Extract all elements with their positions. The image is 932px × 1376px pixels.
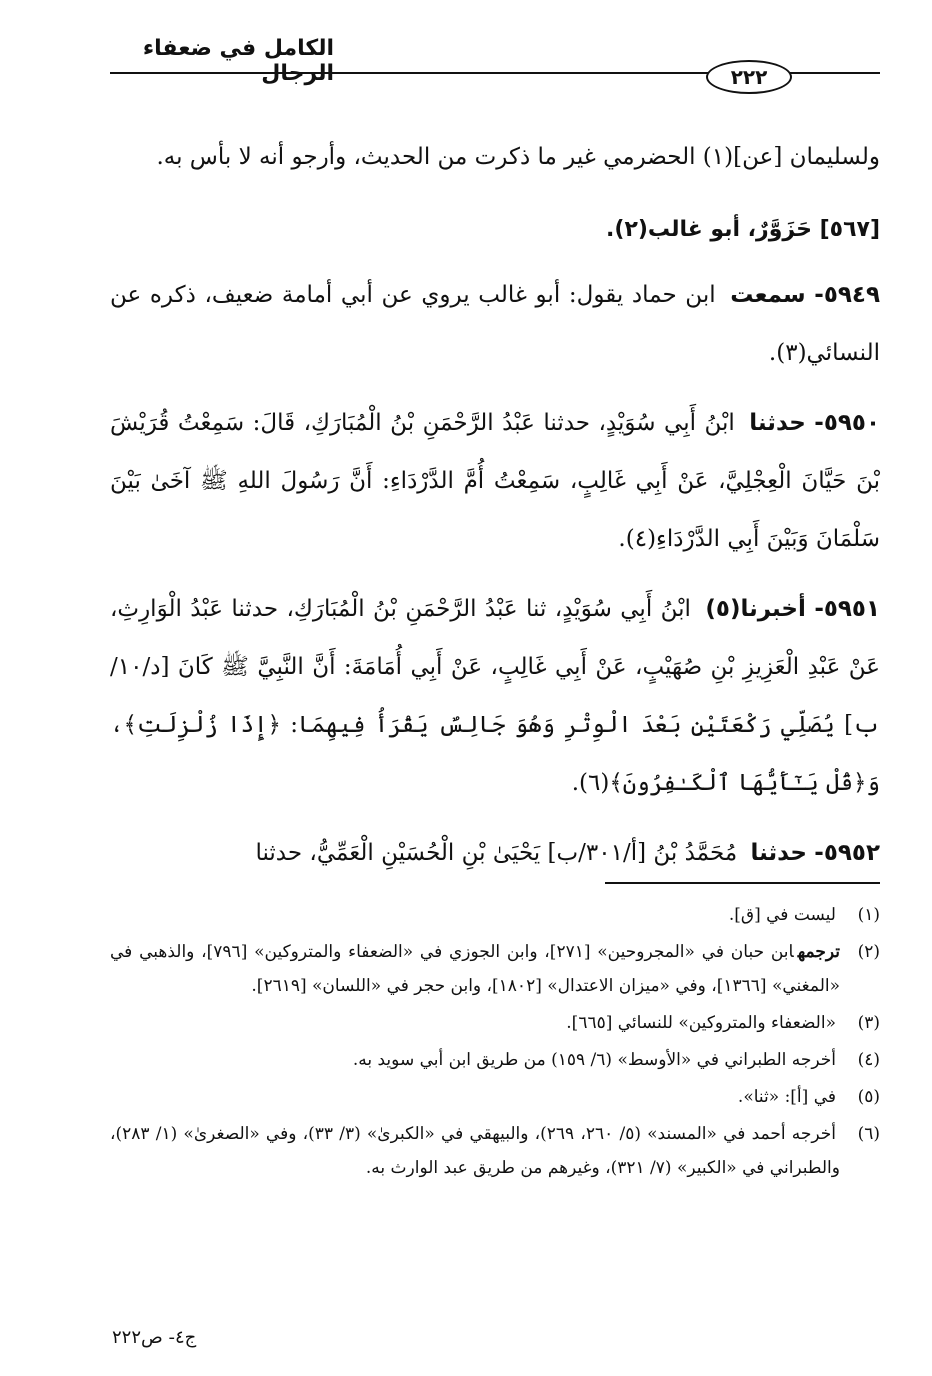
hadith-text: ابن حماد يقول: أبو غالب يروي عن أبي أمامة ضعيف، ذكره عن النسائي(٣). (110, 282, 880, 366)
footnote-text (110, 935, 840, 1003)
footnote-rule (605, 882, 880, 884)
footnote (110, 1080, 880, 1114)
footnote-body: أخرجه أحمد في «المسند» (٥/ ٢٦٠، ٢٦٩)، والبيهقي في «الكبرىٰ» (٣/ ٣٣)، وفي «الصغرىٰ» (١/ ٢٨٣)، والطبراني في «الكبير» (٧/ ٣٢١)، وغيرهم من طريق عبد الوارث به. (110, 1124, 840, 1178)
footnote-number: (٤) (857, 1050, 880, 1070)
footnote-number: (٣) (857, 1013, 880, 1033)
transmission-keyword: أخبرنا(٥) (705, 596, 806, 622)
hadith-number: ٥٩٥٠- (814, 410, 880, 436)
hadith-5949 (110, 266, 880, 382)
hadith-number: ٥٩٥١- (814, 596, 881, 622)
running-title: الكامل في ضعفاء الرجال (142, 36, 334, 86)
hadith-text: ابْنُ أَبِي سُوَيْدٍ، ثنا عَبْدُ الرَّحْمَنِ بْنُ الْمُبَارَكِ، حدثنا عَبْدُ الْوَارِثِ، عَنْ عَبْدِ الْعَزِيزِ بْنِ صُهَيْبٍ، عَنْ أَبِي غَالِبٍ، عَنْ أَبِي أُمَامَةَ: أَنَّ النَّبِيَّ ﷺ كَانَ [د/١٠/ب] يُصَلِّي رَكْعَتَيْنِ بَعْدَ الْوِتْرِ وَهُوَ جَالِسٌ يَقْرَأُ فِيهِمَا: ﴿إِذَا زُلْزِلَتِ﴾، وَ﴿قُلْ يَـٰٓأَيُّهَا ٱلْكَـٰفِرُونَ﴾(٦). (110, 596, 880, 796)
footnote (110, 1117, 880, 1185)
footnote-bold: ترجمه (797, 942, 841, 962)
hadith-5952 (110, 824, 880, 882)
entry-heading: [٥٦٧] حَزَوَّرٌ، أبو غالب(٢). (606, 217, 880, 242)
footnote-body: في [أ]: «ثنا». (737, 1087, 836, 1107)
hadith-5951 (110, 580, 880, 812)
hadith-text: مُحَمَّدُ بْنُ [أ/٣٠١/ب] يَحْيَىٰ بْنِ الْحُسَيْنِ الْعَمِّيُّ، حدثنا (255, 840, 738, 866)
footnote-body: «الضعفاء والمتروكين» للنسائي [٦٦٥]. (566, 1013, 836, 1033)
transmission-keyword: سمعت (730, 282, 806, 308)
transmission-keyword: حدثنا (750, 840, 807, 866)
hadith-text: ابْنُ أَبِي سُوَيْدٍ، حدثنا عَبْدُ الرَّحْمَنِ بْنُ الْمُبَارَكِ، قَالَ: سَمِعْتُ قُرَيْشَ بْنَ حَيَّانَ الْعِجْلِيَّ، عَنْ أَبِي غَالِبٍ، سَمِعْتُ أُمَّ الدَّرْدَاءِ: أَنَّ رَسُولَ اللهِ ﷺ آخَىٰ بَيْنَ سَلْمَانَ وَبَيْنَ أَبِي الدَّرْدَاءِ(٤). (110, 410, 880, 552)
footnote-number: (٦) (857, 1124, 880, 1144)
main-text (110, 128, 880, 882)
footnote-text (110, 1006, 840, 1040)
footnote-body: ليست في [ق]. (728, 905, 836, 925)
hadith-number: ٥٩٥٢- (814, 840, 880, 866)
footnote (110, 898, 880, 932)
footnote-number: (٥) (857, 1087, 880, 1107)
footnote-number: (١) (857, 905, 880, 925)
footnote-number: (٢) (857, 942, 880, 962)
footnote-text (110, 898, 840, 932)
footnote (110, 1006, 880, 1040)
footnote-text (110, 1080, 840, 1114)
footnote-body: ابن حبان في «المجروحين» [٢٧١]، وابن الجوزي في «الضعفاء والمتروكين» [٧٩٦]، والذهبي في «المغني» [١٣٦٦]، وفي «ميزان الاعتدال» [١٨٠٢]، وابن حجر في «اللسان» [٢٦١٩]. (110, 942, 840, 996)
footnote-text (110, 1043, 840, 1077)
volume-page-reference: ج٤- ص٢٢٢ (112, 1327, 197, 1348)
footnote (110, 1043, 880, 1077)
intro-paragraph: ولسليمان [عن](١) الحضرمي غير ما ذكرت من الحديث، وأرجو أنه لا بأس به. (156, 144, 880, 170)
transmission-keyword: حدثنا (749, 410, 806, 436)
footnote (110, 935, 880, 1003)
page-number-badge: ٢٢٢ (706, 60, 792, 94)
footnotes (110, 898, 880, 1188)
hadith-5950 (110, 394, 880, 568)
footnote-body: أخرجه الطبراني في «الأوسط» (٦/ ١٥٩) من طريق ابن أبي سويد به. (352, 1050, 836, 1070)
hadith-number: ٥٩٤٩- (814, 282, 880, 308)
footnote-text (110, 1117, 840, 1185)
